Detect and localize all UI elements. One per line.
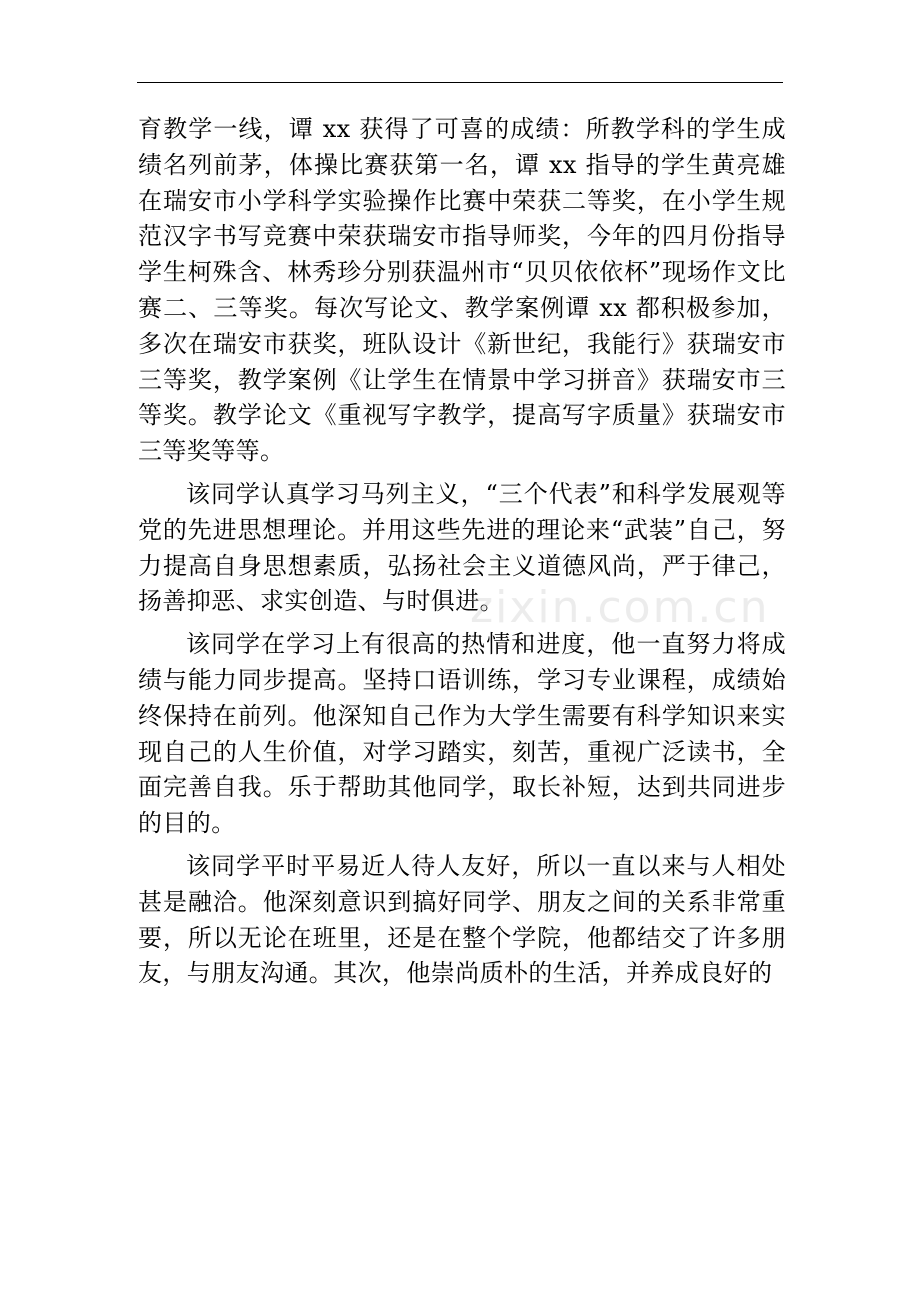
- header-rule: [137, 82, 783, 83]
- paragraph-study: 该同学在学习上有很高的热情和进度，他一直努力将成绩与能力同步提高。坚持口语训练，学习专业课程，成绩始终保持在前列。他深知自己作为大学生需要有科学知识来实现自己的人生价值，对学习踏实，刻苦，重视广泛读书，全面完善自我。乐于帮助其他同学，取长补短，达到共同进步的目的。: [138, 630, 786, 838]
- watermark: zixin.com.cn: [470, 582, 770, 633]
- paragraph-relationships: 该同学平时平易近人待人友好，所以一直以来与人相处甚是融洽。他深刻意识到搞好同学、朋友之间的关系非常重要，所以无论在班里，还是在整个学院，他都结交了许多朋友，与朋友沟通。其次，他崇尚质朴的生活，并养成良好的: [138, 851, 786, 988]
- paragraph-ideology: 该同学认真学习马列主义，“三个代表”和科学发展观等党的先进思想理论。并用这些先进的理论来“武装”自己，努力提高自身思想素质，弘扬社会主义道德风尚，严于律己，扬善抑恶、求实创造、与时俱进。: [138, 479, 786, 616]
- body-text: [138, 112, 786, 999]
- paragraph-continuation: 育教学一线，谭 xx 获得了可喜的成绩：所教学科的学生成绩名列前茅，体操比赛获第一名，谭 xx 指导的学生黄亮雄在瑞安市小学科学实验操作比赛中荣获二等奖，在小学生规范汉字书写竞赛中荣获瑞安市指导师奖，今年的四月份指导学生柯殊含、林秀珍分别获温州市“贝贝依依杯”现场作文比赛二、三等奖。每次写论文、教学案例谭 xx 都积极参加，多次在瑞安市获奖，班队设计《新世纪，我能行》获瑞安市三等奖，教学案例《让学生在情景中学习拼音》获瑞安市三等奖。教学论文《重视写字教学，提高写字质量》获瑞安市三等奖等等。: [138, 115, 786, 466]
